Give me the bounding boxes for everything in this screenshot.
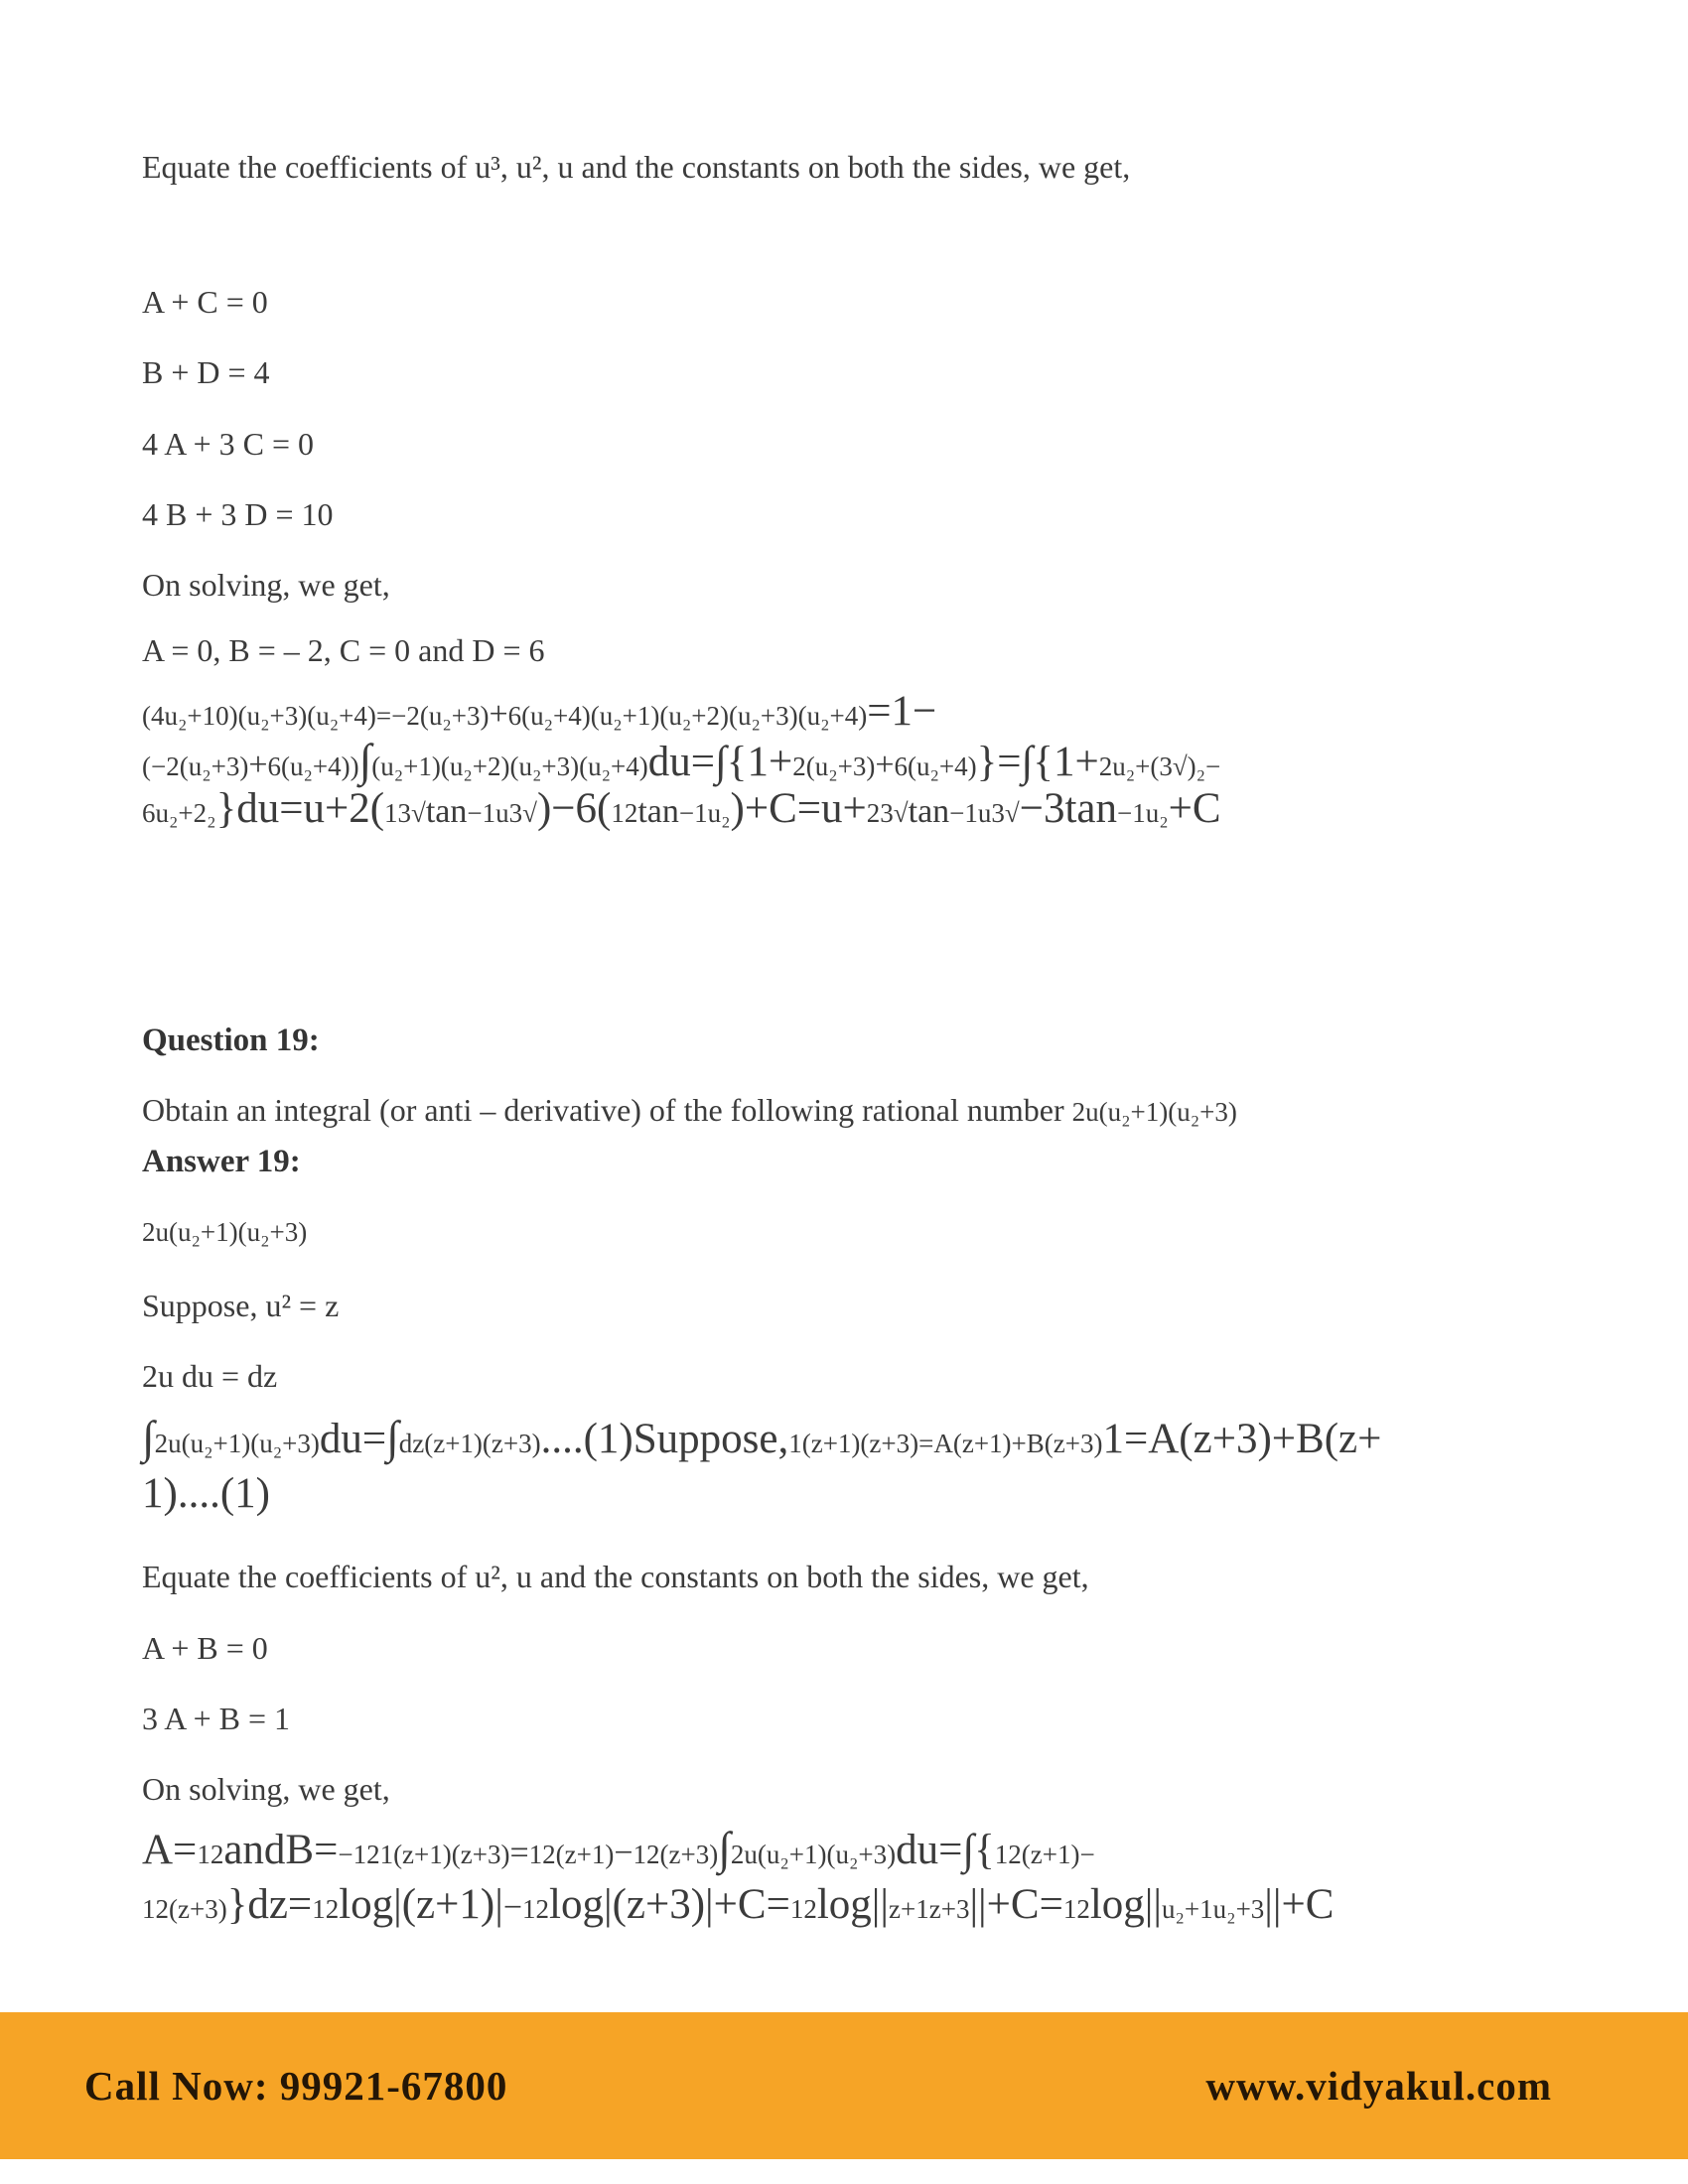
- paragraph-equate-1: Equate the coefficients of u³, u², u and the constants on both the sides, we get,: [142, 149, 1131, 185]
- math-segment: −1u₂: [678, 798, 731, 828]
- math-segment: −1u3√: [949, 798, 1020, 828]
- math-segment: 23√: [866, 798, 909, 828]
- suppose-substitution: Suppose, u² = z: [142, 1288, 340, 1323]
- math-segment: andB=: [223, 1827, 339, 1873]
- math-segment: 12: [1062, 1894, 1090, 1924]
- math-segment: dz(z+1)(z+3): [398, 1429, 541, 1458]
- math-segment: 6(u₂+4)): [267, 751, 359, 781]
- expression-2u: 2u(u₂+1)(u₂+3): [142, 1217, 308, 1247]
- math-segment: +C: [1168, 785, 1221, 832]
- math-segment: +: [248, 747, 268, 783]
- on-solving-text-1: On solving, we get,: [142, 567, 390, 603]
- math-segment: −3tan: [1019, 785, 1118, 832]
- math-segment: 2(u₂+3): [792, 751, 876, 781]
- math-segment: 1(z+1)(z+3)=A(z+1)+B(z+3): [788, 1429, 1103, 1458]
- integral-sign: ∫: [386, 1412, 399, 1462]
- math-segment: tan: [637, 793, 679, 830]
- integral-sign: ∫: [358, 735, 372, 785]
- math-segment: 12(z+1)−: [994, 1840, 1095, 1869]
- call-now-text: Call Now: 99921-67800: [84, 2063, 508, 2109]
- math-segment: ∫{1+: [1021, 739, 1099, 785]
- math-segment: }du=u+2(: [215, 785, 385, 832]
- math-block1-line1: [142, 687, 936, 736]
- integral-sign: ∫: [718, 1823, 731, 1873]
- math-segment: )−6(: [536, 785, 612, 832]
- math-segment: 2u(u₂+1)(u₂+3): [730, 1840, 897, 1869]
- website-text: www.vidyakul.com: [1205, 2063, 1552, 2109]
- math-segment: }=: [976, 739, 1022, 785]
- math-segment: 12: [611, 798, 638, 828]
- math-segment: ||+C: [1264, 1881, 1335, 1928]
- math-segment: ....(1)Suppose,: [540, 1416, 789, 1462]
- equation-3a-plus-b: 3 A + B = 1: [142, 1701, 291, 1736]
- math-block3-line1: [142, 1823, 1095, 1875]
- differential-line: 2u du = dz: [142, 1358, 278, 1394]
- math-segment: log||: [1089, 1881, 1163, 1928]
- math-segment: −121(z+1)(z+3): [338, 1840, 510, 1869]
- math-segment: 12(z+3): [142, 1894, 227, 1924]
- math-segment: =: [509, 1835, 529, 1871]
- math-segment: 6u₂+2₂: [142, 798, 216, 828]
- math-segment: −1u₂: [1117, 798, 1169, 828]
- math-segment: 12(z+1): [528, 1840, 615, 1869]
- equation-4b-3d: 4 B + 3 D = 10: [142, 496, 334, 532]
- question-19-title: Question 19:: [142, 1023, 320, 1058]
- math-block3-line2: [142, 1880, 1334, 1929]
- math-segment: 6(u₂+4): [894, 751, 977, 781]
- math-segment: )+C=u+: [730, 785, 867, 832]
- paragraph-equate-2: Equate the coefficients of u², u and the constants on both the sides, we get,: [142, 1559, 1089, 1594]
- math-segment: 12: [197, 1840, 224, 1869]
- math-segment: tan: [908, 793, 950, 830]
- math-segment: A=: [142, 1827, 198, 1873]
- result-abcd: A = 0, B = – 2, C = 0 and D = 6: [142, 632, 545, 668]
- math-block2-line1: [142, 1412, 1381, 1464]
- math-segment: du=: [647, 739, 716, 785]
- math-segment: =1−: [867, 688, 937, 735]
- equation-a-plus-c: A + C = 0: [142, 284, 268, 320]
- math-segment: −1u3√: [467, 798, 537, 828]
- math-segment: ∫{: [962, 1827, 995, 1873]
- math-segment: (u₂+1)(u₂+2)(u₂+3)(u₂+4): [371, 751, 648, 781]
- equation-a-plus-b: A + B = 0: [142, 1630, 268, 1666]
- math-segment: +: [875, 747, 895, 783]
- math-segment: log|(z+1)|: [339, 1881, 503, 1928]
- math-segment: (−2(u₂+3): [142, 751, 249, 781]
- math-segment: 13√: [384, 798, 426, 828]
- math-segment: 1)....(1): [142, 1470, 270, 1517]
- answer-19-title: Answer 19:: [142, 1144, 301, 1179]
- math-block2-line2: [142, 1469, 270, 1518]
- math-segment: log|(z+3)|+C=: [549, 1881, 790, 1928]
- math-segment: tan: [425, 793, 468, 830]
- math-segment: ∫{1+: [715, 739, 793, 785]
- math-segment: du=: [896, 1827, 963, 1873]
- on-solving-text-2: On solving, we get,: [142, 1771, 390, 1807]
- footer-bar: [0, 2012, 1688, 2159]
- math-segment: +: [489, 696, 508, 733]
- math-segment: }dz=: [226, 1881, 313, 1928]
- math-segment: 12: [522, 1894, 550, 1924]
- math-segment: 2u₂+(3√)₂−: [1098, 751, 1221, 781]
- math-segment: 12: [312, 1894, 340, 1924]
- equation-b-plus-d: B + D = 4: [142, 354, 270, 390]
- math-segment: ||+C=: [969, 1881, 1063, 1928]
- math-segment: 6(u₂+4)(u₂+1)(u₂+2)(u₂+3)(u₂+4): [507, 701, 868, 731]
- math-block1-line3: [142, 784, 1221, 833]
- question-text-segment: Obtain an integral (or anti – derivative) of the following rational number: [142, 1092, 1072, 1128]
- math-segment: (4u₂+10)(u₂+3)(u₂+4)=−2(u₂+3): [142, 701, 490, 731]
- math-segment: du=: [319, 1416, 387, 1462]
- math-segment: 1=A(z+3)+B(z+: [1102, 1416, 1382, 1462]
- math-block1-line2: [142, 735, 1220, 787]
- math-segment: 12(z+3): [633, 1840, 719, 1869]
- question-19-text: [142, 1092, 1237, 1129]
- math-segment: 12: [789, 1894, 817, 1924]
- math-segment: 2u(u₂+1)(u₂+3): [154, 1429, 320, 1458]
- math-segment: −: [502, 1889, 523, 1926]
- equation-4a-3c: 4 A + 3 C = 0: [142, 426, 315, 462]
- math-segment: z+1z+3: [889, 1894, 970, 1924]
- math-segment: log||: [816, 1881, 890, 1928]
- math-segment: 2u(u₂+1)(u₂+3): [1071, 1097, 1237, 1127]
- math-segment: u₂+1u₂+3: [1162, 1894, 1265, 1924]
- integral-sign: ∫: [142, 1412, 155, 1462]
- math-segment: −: [614, 1835, 633, 1871]
